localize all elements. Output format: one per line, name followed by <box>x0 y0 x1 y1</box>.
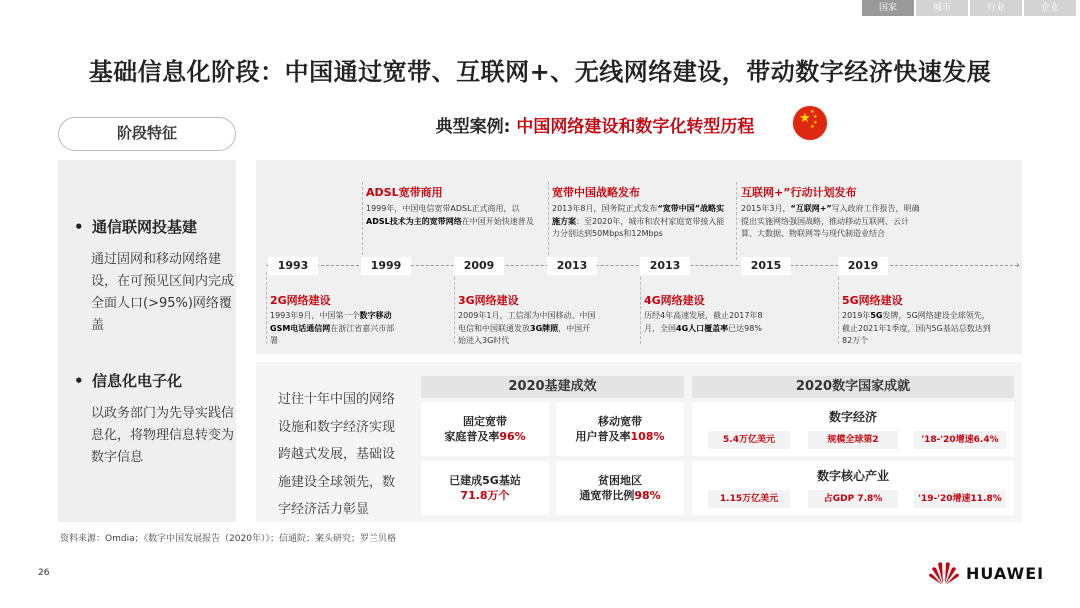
stage-heading-1 <box>74 216 197 237</box>
stat-pill: 1.15万亿美元 <box>708 490 790 508</box>
tab-industry[interactable]: 行业 <box>970 0 1022 16</box>
year-2019: 2019 <box>838 257 888 275</box>
card-value: 98% <box>634 489 661 502</box>
case-prefix: 典型案例: <box>435 117 517 137</box>
stage-heading-text: 信息化电子化 <box>92 372 183 390</box>
card-title: 数字核心产业 <box>816 469 889 483</box>
national-card <box>692 461 1014 515</box>
card-line: 固定宽带 <box>463 415 507 428</box>
case-title <box>380 112 810 137</box>
year-1999: 1999 <box>361 257 411 275</box>
event-body: 2009年1月，工信部为中国移动、中国电信和中国联通发放3G牌照，中国开始进入3G时代 <box>458 311 596 345</box>
page-title: 基础信息化阶段：中国通过宽带、互联网+、无线网络建设，带动数字经济快速发展 <box>88 58 992 86</box>
stat-pill: '19-'20增速11.8% <box>914 490 1006 508</box>
bullet-icon: • <box>74 372 84 390</box>
page-number: 26 <box>38 568 50 578</box>
event-title: ADSL宽带商用 <box>366 186 443 199</box>
event-body: 2013年8月，国务院正式发布“宽带中国”战略实施方案：至2020年，城市和农村家庭宽带接入能力分别达到50Mbps和12Mbps <box>552 204 725 238</box>
stage-label: 阶段特征 <box>58 117 236 151</box>
china-flag-icon: ★ ★ ★ ★ ★ <box>793 106 827 140</box>
event-body: 1999年，中国电信宽带ADSL正式商用，以ADSL技术为主的宽带网络在中国开始快速普及 <box>366 204 534 226</box>
tab-enterprise[interactable]: 企业 <box>1024 0 1076 16</box>
brand-name: HUAWEI <box>966 563 1045 583</box>
stage-body-2: 以政务部门为先导实践信息化，将物理信息转变为数字信息 <box>91 406 235 465</box>
card-line: 移动宽带 <box>598 415 642 428</box>
bullet-icon: • <box>74 218 84 236</box>
national-header: 2020数字国家成就 <box>692 376 1014 398</box>
event-body: 历经4年高速发展，截止2017年8月，全国4G人口覆盖率已达98% <box>644 311 763 333</box>
card-line: 已建成5G基站 <box>449 474 521 487</box>
year-2013: 2013 <box>547 257 597 275</box>
timeline-panel <box>256 160 1022 354</box>
stat-pill: 占GDP 7.8% <box>808 490 898 508</box>
event-body: 2015年3月，“互联网+”写入政府工作报告，明确提出实施网络强国战略，推动移动互联网、云计算、大数据、物联网等与现代制造业结合 <box>741 204 920 238</box>
infra-card: 移动宽带 用户普及率108% <box>556 402 684 456</box>
card-line: 贫困地区 <box>598 474 642 487</box>
year-2009: 2009 <box>454 257 504 275</box>
infra-card <box>421 461 549 515</box>
infra-card: 贫困地区 通宽带比例98% <box>556 461 684 515</box>
arrow-right-icon: › <box>1016 260 1020 271</box>
summary-text: 过往十年中国的网络设施和数字经济实现跨越式发展，基础设施建设全球领先，数字经济活力彰显 <box>278 392 396 517</box>
stat-pill: 规模全球第2 <box>808 431 898 449</box>
event-title: 宽带中国战略发布 <box>552 186 640 199</box>
event-title: 5G网络建设 <box>842 294 903 307</box>
stage-heading-text: 通信联网投基建 <box>92 218 198 236</box>
event-title: 2G网络建设 <box>270 294 331 307</box>
card-value: 108% <box>630 430 665 443</box>
year-1993: 1993 <box>268 257 318 275</box>
card-title: 数字经济 <box>828 410 877 424</box>
national-card <box>692 402 1014 456</box>
stage-heading-2 <box>74 370 182 391</box>
stage-body-1: 通过固网和移动网络建设，在可预见区间内完成全面人口(>95%)网络覆盖 <box>91 252 235 333</box>
infra-card: 固定宽带 家庭普及率96% <box>421 402 549 456</box>
huawei-logo <box>928 560 1044 586</box>
stage-panel <box>58 160 236 522</box>
event-title: 4G网络建设 <box>644 294 705 307</box>
case-title-text: 中国网络建设和数字化转型历程 <box>516 117 755 137</box>
stat-pill: 5.4万亿美元 <box>708 431 790 449</box>
event-title: 互联网+”行动计划发布 <box>741 186 857 199</box>
tab-country[interactable]: 国家 <box>862 0 914 16</box>
event-title: 3G网络建设 <box>458 294 519 307</box>
huawei-flower-icon <box>928 560 960 586</box>
card-value: 71.8万个 <box>460 489 510 502</box>
tab-city[interactable]: 城市 <box>916 0 968 16</box>
source-note: 资料来源：Omdia；《数字中国发展报告（2020年）》；信通院；案头研究；罗兰贝格 <box>60 534 396 544</box>
category-tabs <box>860 0 1076 16</box>
year-2013: 2013 <box>640 257 690 275</box>
year-2015: 2015 <box>741 257 791 275</box>
infra-header: 2020基建成效 <box>421 376 684 398</box>
card-value: 96% <box>499 430 526 443</box>
event-body: 1993年9月，中国第一个数字移动GSM电话通信网在浙江省嘉兴市部署 <box>270 311 395 345</box>
event-body: 2019年5G发牌，5G网络建设全球领先，截止2021年1季度，国内5G基站总数达到82万个 <box>842 311 991 345</box>
stat-pill: '18-'20增速6.4% <box>914 431 1006 449</box>
